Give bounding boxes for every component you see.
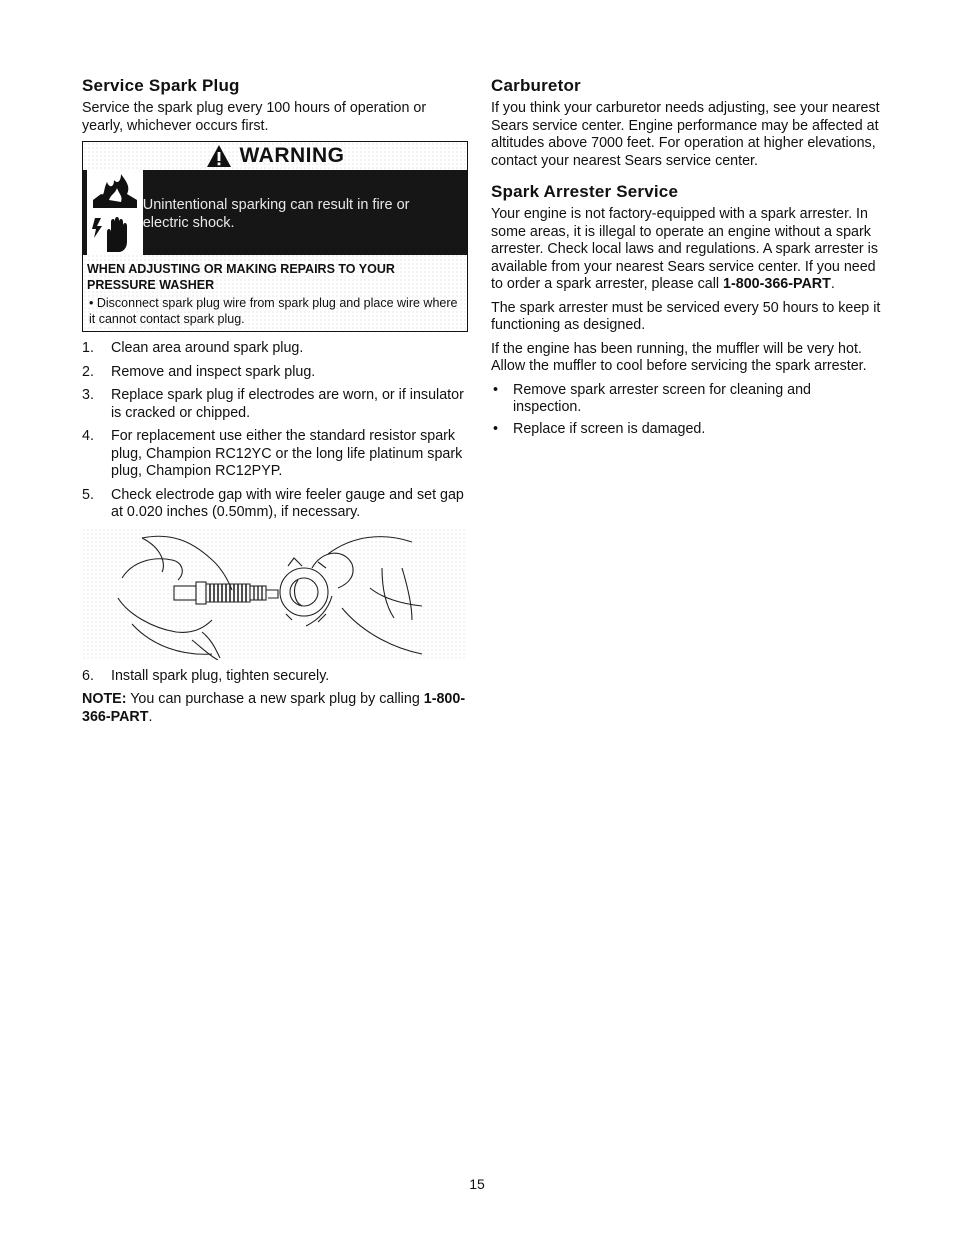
note-end: . xyxy=(148,708,153,725)
step-text: Install spark plug, tighten securely. xyxy=(111,667,330,684)
page-number: 15 xyxy=(469,1176,485,1192)
arrester-paragraph-3: If the engine has been running, the muffler will be very hot. Allow the muffler to cool before servicing the spark arrester. xyxy=(491,340,867,374)
bullet-mark: • xyxy=(493,381,499,398)
warning-box xyxy=(82,141,468,332)
note-label: NOTE: xyxy=(82,691,127,707)
warning-caps-text: WHEN ADJUSTING OR MAKING REPAIRS TO YOUR PRESSURE WASHER xyxy=(87,262,395,292)
carburetor-text: If you think your carburetor needs adjusting, see your nearest Sears service center. Engine performance may be affected at altitudes above 7000 feet. For operation at higher elevations, contact your nearest Sears service center. xyxy=(491,100,880,169)
bullet-text: Replace if screen is damaged. xyxy=(513,420,706,437)
step-text: Remove and inspect spark plug. xyxy=(111,363,316,380)
spark-plug-gap-illustration xyxy=(82,528,466,660)
spark-plug-note xyxy=(82,691,470,726)
arrester-paragraph-1 xyxy=(491,206,881,294)
spark-plug-steps-continued xyxy=(82,668,470,686)
bullet-mark: • xyxy=(493,420,499,437)
spark-plug-steps xyxy=(82,340,470,522)
step-number: 2. xyxy=(82,363,94,380)
arrester-text-end: . xyxy=(830,276,835,292)
step-number: 1. xyxy=(82,340,94,356)
list-item xyxy=(82,428,470,481)
electric-shock-icon xyxy=(87,212,143,255)
warning-triangle-icon xyxy=(206,144,232,168)
carburetor-heading: Carburetor xyxy=(491,76,581,95)
list-item xyxy=(82,487,470,522)
step-number: 5. xyxy=(82,486,94,503)
warning-bullet-text: Disconnect spark plug wire from spark plug and place wire where it cannot contact spark plug. xyxy=(89,296,458,326)
warning-bullet xyxy=(87,295,463,327)
step-text: Replace spark plug if electrodes are worn, or if insulator is cracked or chipped. xyxy=(111,387,464,421)
step-number: 3. xyxy=(82,387,94,403)
spark-arrester-heading: Spark Arrester Service xyxy=(491,182,679,201)
hands-feeler-gauge-drawing xyxy=(82,528,466,660)
list-item xyxy=(82,364,470,382)
arrester-paragraph-2: The spark arrester must be serviced every 50 hours to keep it functioning as designed. xyxy=(491,299,881,333)
arrester-bullets xyxy=(491,382,881,439)
warning-hazard-panel xyxy=(83,170,467,255)
step-number: 4. xyxy=(82,428,94,444)
warning-instructions xyxy=(83,255,467,331)
warning-message: Unintentional sparking can result in fire or electric shock. xyxy=(142,197,410,231)
note-text: You can purchase a new spark plug by calling xyxy=(126,691,424,707)
list-item xyxy=(491,421,881,439)
step-number: 6. xyxy=(82,667,94,684)
list-item xyxy=(82,668,470,686)
step-text: For replacement use either the standard resistor spark plug, Champion RC12YC or the long life platinum spark plug, Champion RC12PYP. xyxy=(111,428,463,479)
step-text: Clean area around spark plug. xyxy=(111,340,304,356)
list-item xyxy=(491,382,881,417)
left-column xyxy=(82,76,470,732)
service-spark-plug-heading: Service Spark Plug xyxy=(82,76,240,95)
list-item xyxy=(82,387,470,422)
right-column xyxy=(491,76,881,442)
bullet-mark: • xyxy=(89,296,94,310)
warning-title: WARNING xyxy=(239,144,345,167)
note-phone: 1-800-366-PART xyxy=(82,691,466,725)
arrester-phone: 1-800-366-PART xyxy=(723,276,831,292)
warning-title-bar xyxy=(83,142,467,170)
hazard-icons xyxy=(83,170,137,255)
step-text: Check electrode gap with wire feeler gauge and set gap at 0.020 inches (0.50mm), if necessary. xyxy=(111,486,464,520)
fire-hazard-icon xyxy=(87,170,143,212)
spark-plug-intro: Service the spark plug every 100 hours of operation or yearly, whichever occurs first. xyxy=(82,100,427,134)
list-item xyxy=(82,340,470,358)
arrester-text: Your engine is not factory-equipped with a spark arrester. In some areas, it is illegal to operate an engine without a spark arrester. Check local laws and regulations. A spark arrester is available from your nearest Sears service center. If you need to order a spark arrester, please call xyxy=(491,206,878,292)
bullet-text: Remove spark arrester screen for cleaning and inspection. xyxy=(513,381,811,415)
